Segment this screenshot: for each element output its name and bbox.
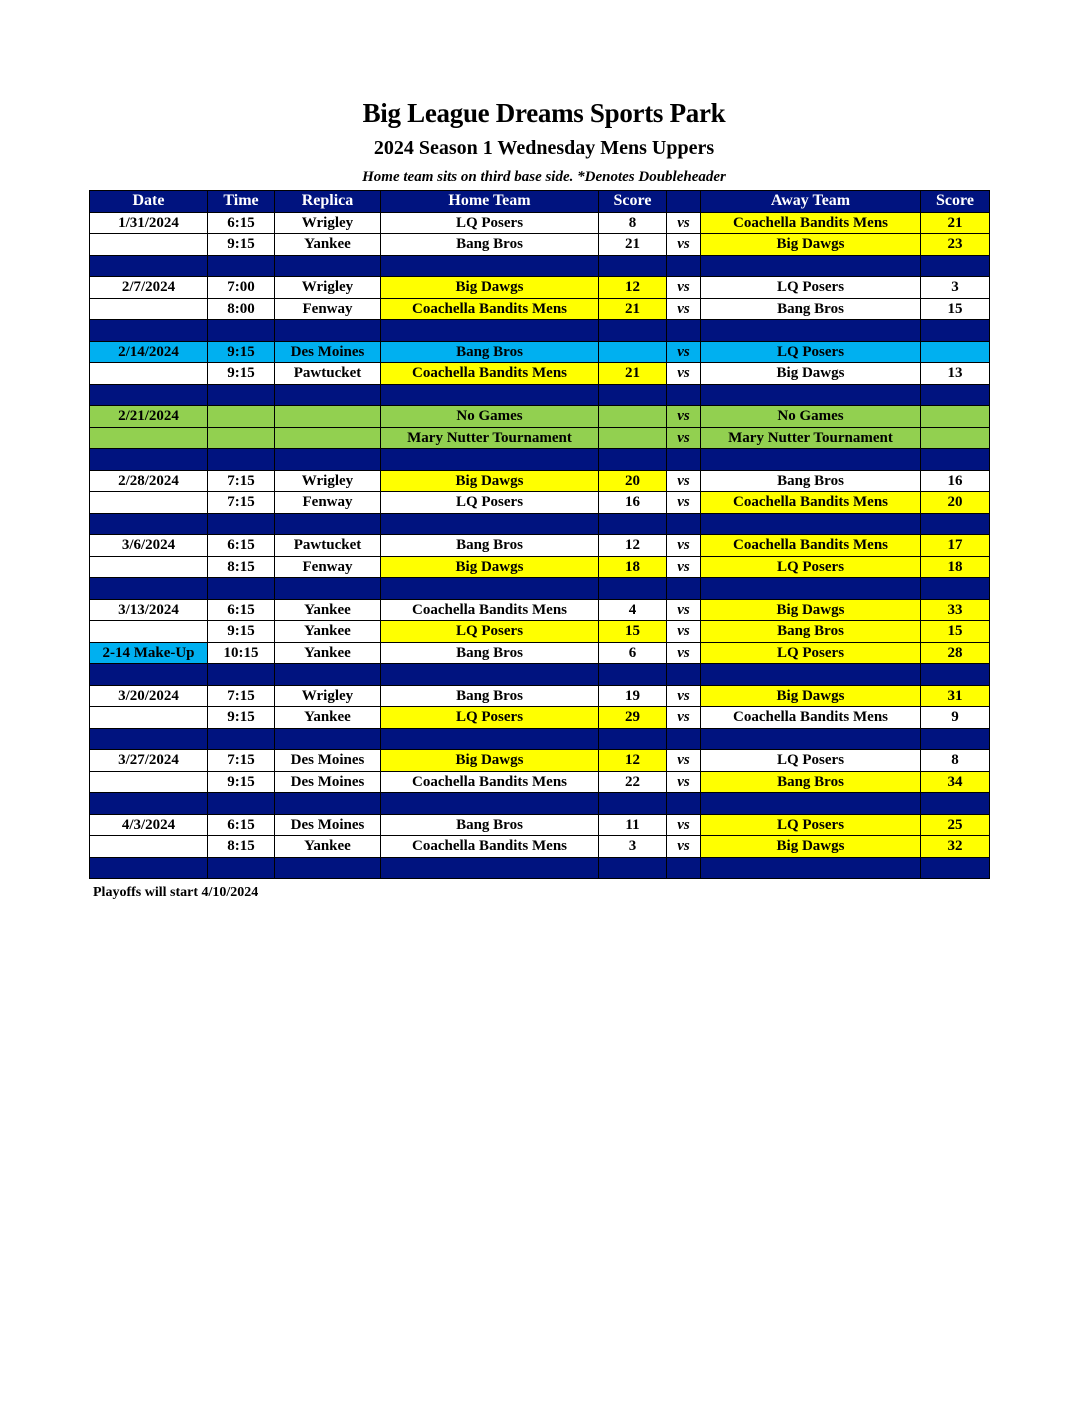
away-team-cell: LQ Posers: [701, 341, 921, 363]
game-row: [90, 685, 990, 707]
separator-cell: [921, 513, 990, 535]
separator-cell: [208, 793, 275, 815]
separator-cell: [921, 793, 990, 815]
away-score-cell: 21: [921, 212, 990, 234]
date-cell: 1/31/2024: [90, 212, 208, 234]
away-team-cell: Big Dawgs: [701, 363, 921, 385]
home-score-cell: 12: [599, 277, 667, 299]
away-score-cell: 33: [921, 599, 990, 621]
home-score-cell: 4: [599, 599, 667, 621]
away-team-cell: Big Dawgs: [701, 234, 921, 256]
away-score-cell: 17: [921, 535, 990, 557]
home-score-cell: 16: [599, 492, 667, 514]
game-row: [90, 427, 990, 449]
separator-cell: [381, 578, 599, 600]
replica-cell: Fenway: [275, 556, 381, 578]
home-score-cell: 18: [599, 556, 667, 578]
home-team-cell: Coachella Bandits Mens: [381, 298, 599, 320]
separator-cell: [90, 320, 208, 342]
vs-cell: vs: [667, 535, 701, 557]
date-cell: [90, 492, 208, 514]
away-team-cell: Coachella Bandits Mens: [701, 492, 921, 514]
time-cell: 6:15: [208, 212, 275, 234]
separator-cell: [599, 857, 667, 879]
date-cell: 3/20/2024: [90, 685, 208, 707]
col-header-time: Time: [208, 191, 275, 213]
separator-cell: [381, 449, 599, 471]
game-row: [90, 535, 990, 557]
home-team-cell: LQ Posers: [381, 492, 599, 514]
home-score-cell: [599, 341, 667, 363]
separator-cell: [921, 449, 990, 471]
separator-cell: [381, 255, 599, 277]
separator-cell: [921, 320, 990, 342]
separator-cell: [208, 384, 275, 406]
away-score-cell: [921, 427, 990, 449]
separator-row: [90, 320, 990, 342]
separator-cell: [275, 664, 381, 686]
time-cell: 6:15: [208, 535, 275, 557]
away-score-cell: 3: [921, 277, 990, 299]
replica-cell: Yankee: [275, 707, 381, 729]
page-title: Big League Dreams Sports Park: [362, 98, 726, 128]
separator-cell: [90, 793, 208, 815]
home-team-cell: LQ Posers: [381, 621, 599, 643]
date-cell: 3/27/2024: [90, 750, 208, 772]
separator-cell: [667, 449, 701, 471]
replica-cell: Wrigley: [275, 685, 381, 707]
separator-cell: [667, 384, 701, 406]
game-row: [90, 470, 990, 492]
separator-cell: [381, 513, 599, 535]
separator-row: [90, 384, 990, 406]
away-team-cell: Bang Bros: [701, 298, 921, 320]
game-row: [90, 599, 990, 621]
game-row: [90, 406, 990, 428]
home-team-cell: Coachella Bandits Mens: [381, 836, 599, 858]
time-cell: [208, 427, 275, 449]
separator-cell: [599, 513, 667, 535]
game-row: [90, 771, 990, 793]
time-cell: 9:15: [208, 363, 275, 385]
separator-cell: [381, 664, 599, 686]
date-cell: [90, 234, 208, 256]
separator-row: [90, 255, 990, 277]
separator-cell: [599, 255, 667, 277]
away-score-cell: 8: [921, 750, 990, 772]
separator-cell: [275, 793, 381, 815]
replica-cell: Pawtucket: [275, 363, 381, 385]
separator-cell: [275, 255, 381, 277]
home-team-cell: Big Dawgs: [381, 277, 599, 299]
separator-cell: [90, 857, 208, 879]
separator-cell: [381, 728, 599, 750]
away-team-cell: Big Dawgs: [701, 836, 921, 858]
game-row: [90, 556, 990, 578]
home-team-cell: Bang Bros: [381, 685, 599, 707]
home-team-cell: Bang Bros: [381, 642, 599, 664]
replica-cell: Wrigley: [275, 470, 381, 492]
separator-row: [90, 449, 990, 471]
vs-cell: vs: [667, 685, 701, 707]
date-cell: [90, 621, 208, 643]
date-cell: 2-14 Make-Up: [90, 642, 208, 664]
home-score-cell: 22: [599, 771, 667, 793]
away-team-cell: Bang Bros: [701, 621, 921, 643]
time-cell: 9:15: [208, 621, 275, 643]
separator-cell: [90, 728, 208, 750]
time-cell: 9:15: [208, 234, 275, 256]
home-score-cell: 21: [599, 298, 667, 320]
date-cell: [90, 298, 208, 320]
vs-cell: vs: [667, 599, 701, 621]
home-score-cell: 6: [599, 642, 667, 664]
separator-cell: [921, 255, 990, 277]
time-cell: 7:15: [208, 685, 275, 707]
separator-cell: [208, 255, 275, 277]
separator-cell: [275, 449, 381, 471]
separator-cell: [90, 449, 208, 471]
away-score-cell: 28: [921, 642, 990, 664]
away-team-cell: Bang Bros: [701, 771, 921, 793]
separator-cell: [701, 664, 921, 686]
away-team-cell: Coachella Bandits Mens: [701, 212, 921, 234]
away-score-cell: 34: [921, 771, 990, 793]
away-score-cell: 23: [921, 234, 990, 256]
date-cell: 2/7/2024: [90, 277, 208, 299]
col-header-home-score: Score: [599, 191, 667, 213]
separator-row: [90, 793, 990, 815]
separator-row: [90, 857, 990, 879]
date-cell: [90, 707, 208, 729]
separator-cell: [599, 320, 667, 342]
replica-cell: Wrigley: [275, 277, 381, 299]
away-team-cell: LQ Posers: [701, 750, 921, 772]
away-team-cell: LQ Posers: [701, 814, 921, 836]
replica-cell: Yankee: [275, 599, 381, 621]
separator-cell: [921, 384, 990, 406]
separator-cell: [381, 320, 599, 342]
away-team-cell: Bang Bros: [701, 470, 921, 492]
separator-cell: [90, 513, 208, 535]
separator-cell: [208, 857, 275, 879]
game-row: [90, 341, 990, 363]
separator-cell: [667, 857, 701, 879]
home-team-cell: Mary Nutter Tournament: [381, 427, 599, 449]
game-row: [90, 277, 990, 299]
away-score-cell: 18: [921, 556, 990, 578]
away-team-cell: LQ Posers: [701, 277, 921, 299]
separator-cell: [208, 513, 275, 535]
date-cell: [90, 836, 208, 858]
separator-cell: [275, 728, 381, 750]
home-team-cell: Bang Bros: [381, 234, 599, 256]
time-cell: 9:15: [208, 771, 275, 793]
vs-cell: vs: [667, 621, 701, 643]
separator-cell: [599, 384, 667, 406]
date-cell: 3/13/2024: [90, 599, 208, 621]
vs-cell: vs: [667, 836, 701, 858]
separator-cell: [667, 513, 701, 535]
separator-cell: [701, 255, 921, 277]
home-score-cell: 11: [599, 814, 667, 836]
game-row: [90, 298, 990, 320]
col-header-vs: [667, 191, 701, 213]
vs-cell: vs: [667, 750, 701, 772]
away-team-cell: LQ Posers: [701, 642, 921, 664]
vs-cell: vs: [667, 341, 701, 363]
separator-cell: [667, 793, 701, 815]
time-cell: 8:00: [208, 298, 275, 320]
home-team-cell: Bang Bros: [381, 341, 599, 363]
away-team-cell: Coachella Bandits Mens: [701, 707, 921, 729]
vs-cell: vs: [667, 814, 701, 836]
col-header-away-team: Away Team: [701, 191, 921, 213]
time-cell: 6:15: [208, 599, 275, 621]
game-row: [90, 234, 990, 256]
time-cell: 8:15: [208, 556, 275, 578]
home-team-cell: Coachella Bandits Mens: [381, 363, 599, 385]
away-score-cell: 9: [921, 707, 990, 729]
replica-cell: Pawtucket: [275, 535, 381, 557]
vs-cell: vs: [667, 427, 701, 449]
separator-cell: [921, 664, 990, 686]
away-team-cell: No Games: [701, 406, 921, 428]
date-cell: 2/14/2024: [90, 341, 208, 363]
game-row: [90, 492, 990, 514]
separator-cell: [599, 664, 667, 686]
away-team-cell: Coachella Bandits Mens: [701, 535, 921, 557]
time-cell: 7:15: [208, 492, 275, 514]
separator-cell: [599, 578, 667, 600]
separator-cell: [701, 578, 921, 600]
separator-cell: [599, 449, 667, 471]
replica-cell: [275, 406, 381, 428]
separator-cell: [667, 664, 701, 686]
away-team-cell: Big Dawgs: [701, 599, 921, 621]
home-team-cell: Big Dawgs: [381, 750, 599, 772]
separator-cell: [701, 857, 921, 879]
time-cell: 8:15: [208, 836, 275, 858]
home-team-cell: LQ Posers: [381, 707, 599, 729]
game-row: [90, 814, 990, 836]
away-score-cell: 15: [921, 298, 990, 320]
separator-cell: [921, 728, 990, 750]
separator-cell: [599, 793, 667, 815]
separator-cell: [275, 384, 381, 406]
schedule-body: [90, 212, 990, 879]
vs-cell: vs: [667, 556, 701, 578]
replica-cell: Des Moines: [275, 341, 381, 363]
vs-cell: vs: [667, 234, 701, 256]
away-score-cell: [921, 341, 990, 363]
separator-cell: [667, 578, 701, 600]
separator-cell: [701, 728, 921, 750]
away-score-cell: 20: [921, 492, 990, 514]
home-team-cell: No Games: [381, 406, 599, 428]
date-cell: 3/6/2024: [90, 535, 208, 557]
game-row: [90, 836, 990, 858]
vs-cell: vs: [667, 492, 701, 514]
playoffs-note: Playoffs will start 4/10/2024: [93, 885, 259, 900]
time-cell: 10:15: [208, 642, 275, 664]
home-score-cell: 19: [599, 685, 667, 707]
separator-cell: [208, 578, 275, 600]
home-team-cell: LQ Posers: [381, 212, 599, 234]
col-header-away-score: Score: [921, 191, 990, 213]
separator-cell: [381, 384, 599, 406]
replica-cell: Fenway: [275, 492, 381, 514]
separator-cell: [90, 384, 208, 406]
schedule-table: [89, 190, 990, 879]
separator-cell: [701, 793, 921, 815]
separator-cell: [381, 793, 599, 815]
vs-cell: vs: [667, 277, 701, 299]
col-header-replica: Replica: [275, 191, 381, 213]
time-cell: [208, 406, 275, 428]
separator-cell: [275, 320, 381, 342]
vs-cell: vs: [667, 298, 701, 320]
vs-cell: vs: [667, 707, 701, 729]
home-team-cell: Bang Bros: [381, 814, 599, 836]
replica-cell: Des Moines: [275, 750, 381, 772]
away-score-cell: 16: [921, 470, 990, 492]
home-team-cell: Big Dawgs: [381, 556, 599, 578]
separator-cell: [921, 578, 990, 600]
away-team-cell: Mary Nutter Tournament: [701, 427, 921, 449]
home-score-cell: 8: [599, 212, 667, 234]
time-cell: 7:15: [208, 470, 275, 492]
game-row: [90, 750, 990, 772]
replica-cell: Des Moines: [275, 771, 381, 793]
vs-cell: vs: [667, 212, 701, 234]
separator-cell: [599, 728, 667, 750]
separator-row: [90, 664, 990, 686]
away-score-cell: 15: [921, 621, 990, 643]
schedule-note: Home team sits on third base side. *Denotes Doubleheader: [362, 169, 726, 185]
away-score-cell: 31: [921, 685, 990, 707]
replica-cell: Yankee: [275, 234, 381, 256]
replica-cell: Wrigley: [275, 212, 381, 234]
game-row: [90, 363, 990, 385]
time-cell: 7:00: [208, 277, 275, 299]
time-cell: 7:15: [208, 750, 275, 772]
home-team-cell: Coachella Bandits Mens: [381, 771, 599, 793]
separator-row: [90, 728, 990, 750]
game-row: [90, 642, 990, 664]
separator-cell: [667, 320, 701, 342]
separator-cell: [275, 578, 381, 600]
home-team-cell: Bang Bros: [381, 535, 599, 557]
date-cell: [90, 427, 208, 449]
separator-cell: [701, 513, 921, 535]
separator-cell: [90, 578, 208, 600]
time-cell: 9:15: [208, 341, 275, 363]
separator-row: [90, 578, 990, 600]
separator-cell: [90, 255, 208, 277]
date-cell: [90, 556, 208, 578]
vs-cell: vs: [667, 406, 701, 428]
date-cell: 2/21/2024: [90, 406, 208, 428]
separator-cell: [90, 664, 208, 686]
replica-cell: [275, 427, 381, 449]
away-score-cell: [921, 406, 990, 428]
vs-cell: vs: [667, 363, 701, 385]
home-score-cell: 20: [599, 470, 667, 492]
separator-cell: [381, 857, 599, 879]
game-row: [90, 212, 990, 234]
date-cell: 4/3/2024: [90, 814, 208, 836]
separator-cell: [667, 728, 701, 750]
home-score-cell: [599, 427, 667, 449]
separator-cell: [208, 320, 275, 342]
separator-row: [90, 513, 990, 535]
date-cell: 2/28/2024: [90, 470, 208, 492]
replica-cell: Yankee: [275, 642, 381, 664]
home-team-cell: Coachella Bandits Mens: [381, 599, 599, 621]
home-score-cell: 3: [599, 836, 667, 858]
home-score-cell: 12: [599, 535, 667, 557]
home-score-cell: 21: [599, 234, 667, 256]
away-team-cell: LQ Posers: [701, 556, 921, 578]
vs-cell: vs: [667, 470, 701, 492]
home-score-cell: 21: [599, 363, 667, 385]
home-score-cell: [599, 406, 667, 428]
replica-cell: Yankee: [275, 621, 381, 643]
time-cell: 6:15: [208, 814, 275, 836]
separator-cell: [921, 857, 990, 879]
page-subtitle: 2024 Season 1 Wednesday Mens Uppers: [373, 137, 715, 159]
away-score-cell: 25: [921, 814, 990, 836]
replica-cell: Fenway: [275, 298, 381, 320]
date-cell: [90, 363, 208, 385]
col-header-date: Date: [90, 191, 208, 213]
time-cell: 9:15: [208, 707, 275, 729]
home-score-cell: 29: [599, 707, 667, 729]
separator-cell: [701, 384, 921, 406]
col-header-home-team: Home Team: [381, 191, 599, 213]
separator-cell: [208, 728, 275, 750]
header-row: [90, 191, 990, 213]
separator-cell: [275, 513, 381, 535]
separator-cell: [208, 664, 275, 686]
date-cell: [90, 771, 208, 793]
game-row: [90, 707, 990, 729]
replica-cell: Des Moines: [275, 814, 381, 836]
separator-cell: [208, 449, 275, 471]
vs-cell: vs: [667, 642, 701, 664]
home-score-cell: 15: [599, 621, 667, 643]
replica-cell: Yankee: [275, 836, 381, 858]
away-score-cell: 13: [921, 363, 990, 385]
vs-cell: vs: [667, 771, 701, 793]
away-team-cell: Big Dawgs: [701, 685, 921, 707]
separator-cell: [275, 857, 381, 879]
away-score-cell: 32: [921, 836, 990, 858]
separator-cell: [701, 320, 921, 342]
home-score-cell: 12: [599, 750, 667, 772]
separator-cell: [667, 255, 701, 277]
separator-cell: [701, 449, 921, 471]
game-row: [90, 621, 990, 643]
home-team-cell: Big Dawgs: [381, 470, 599, 492]
